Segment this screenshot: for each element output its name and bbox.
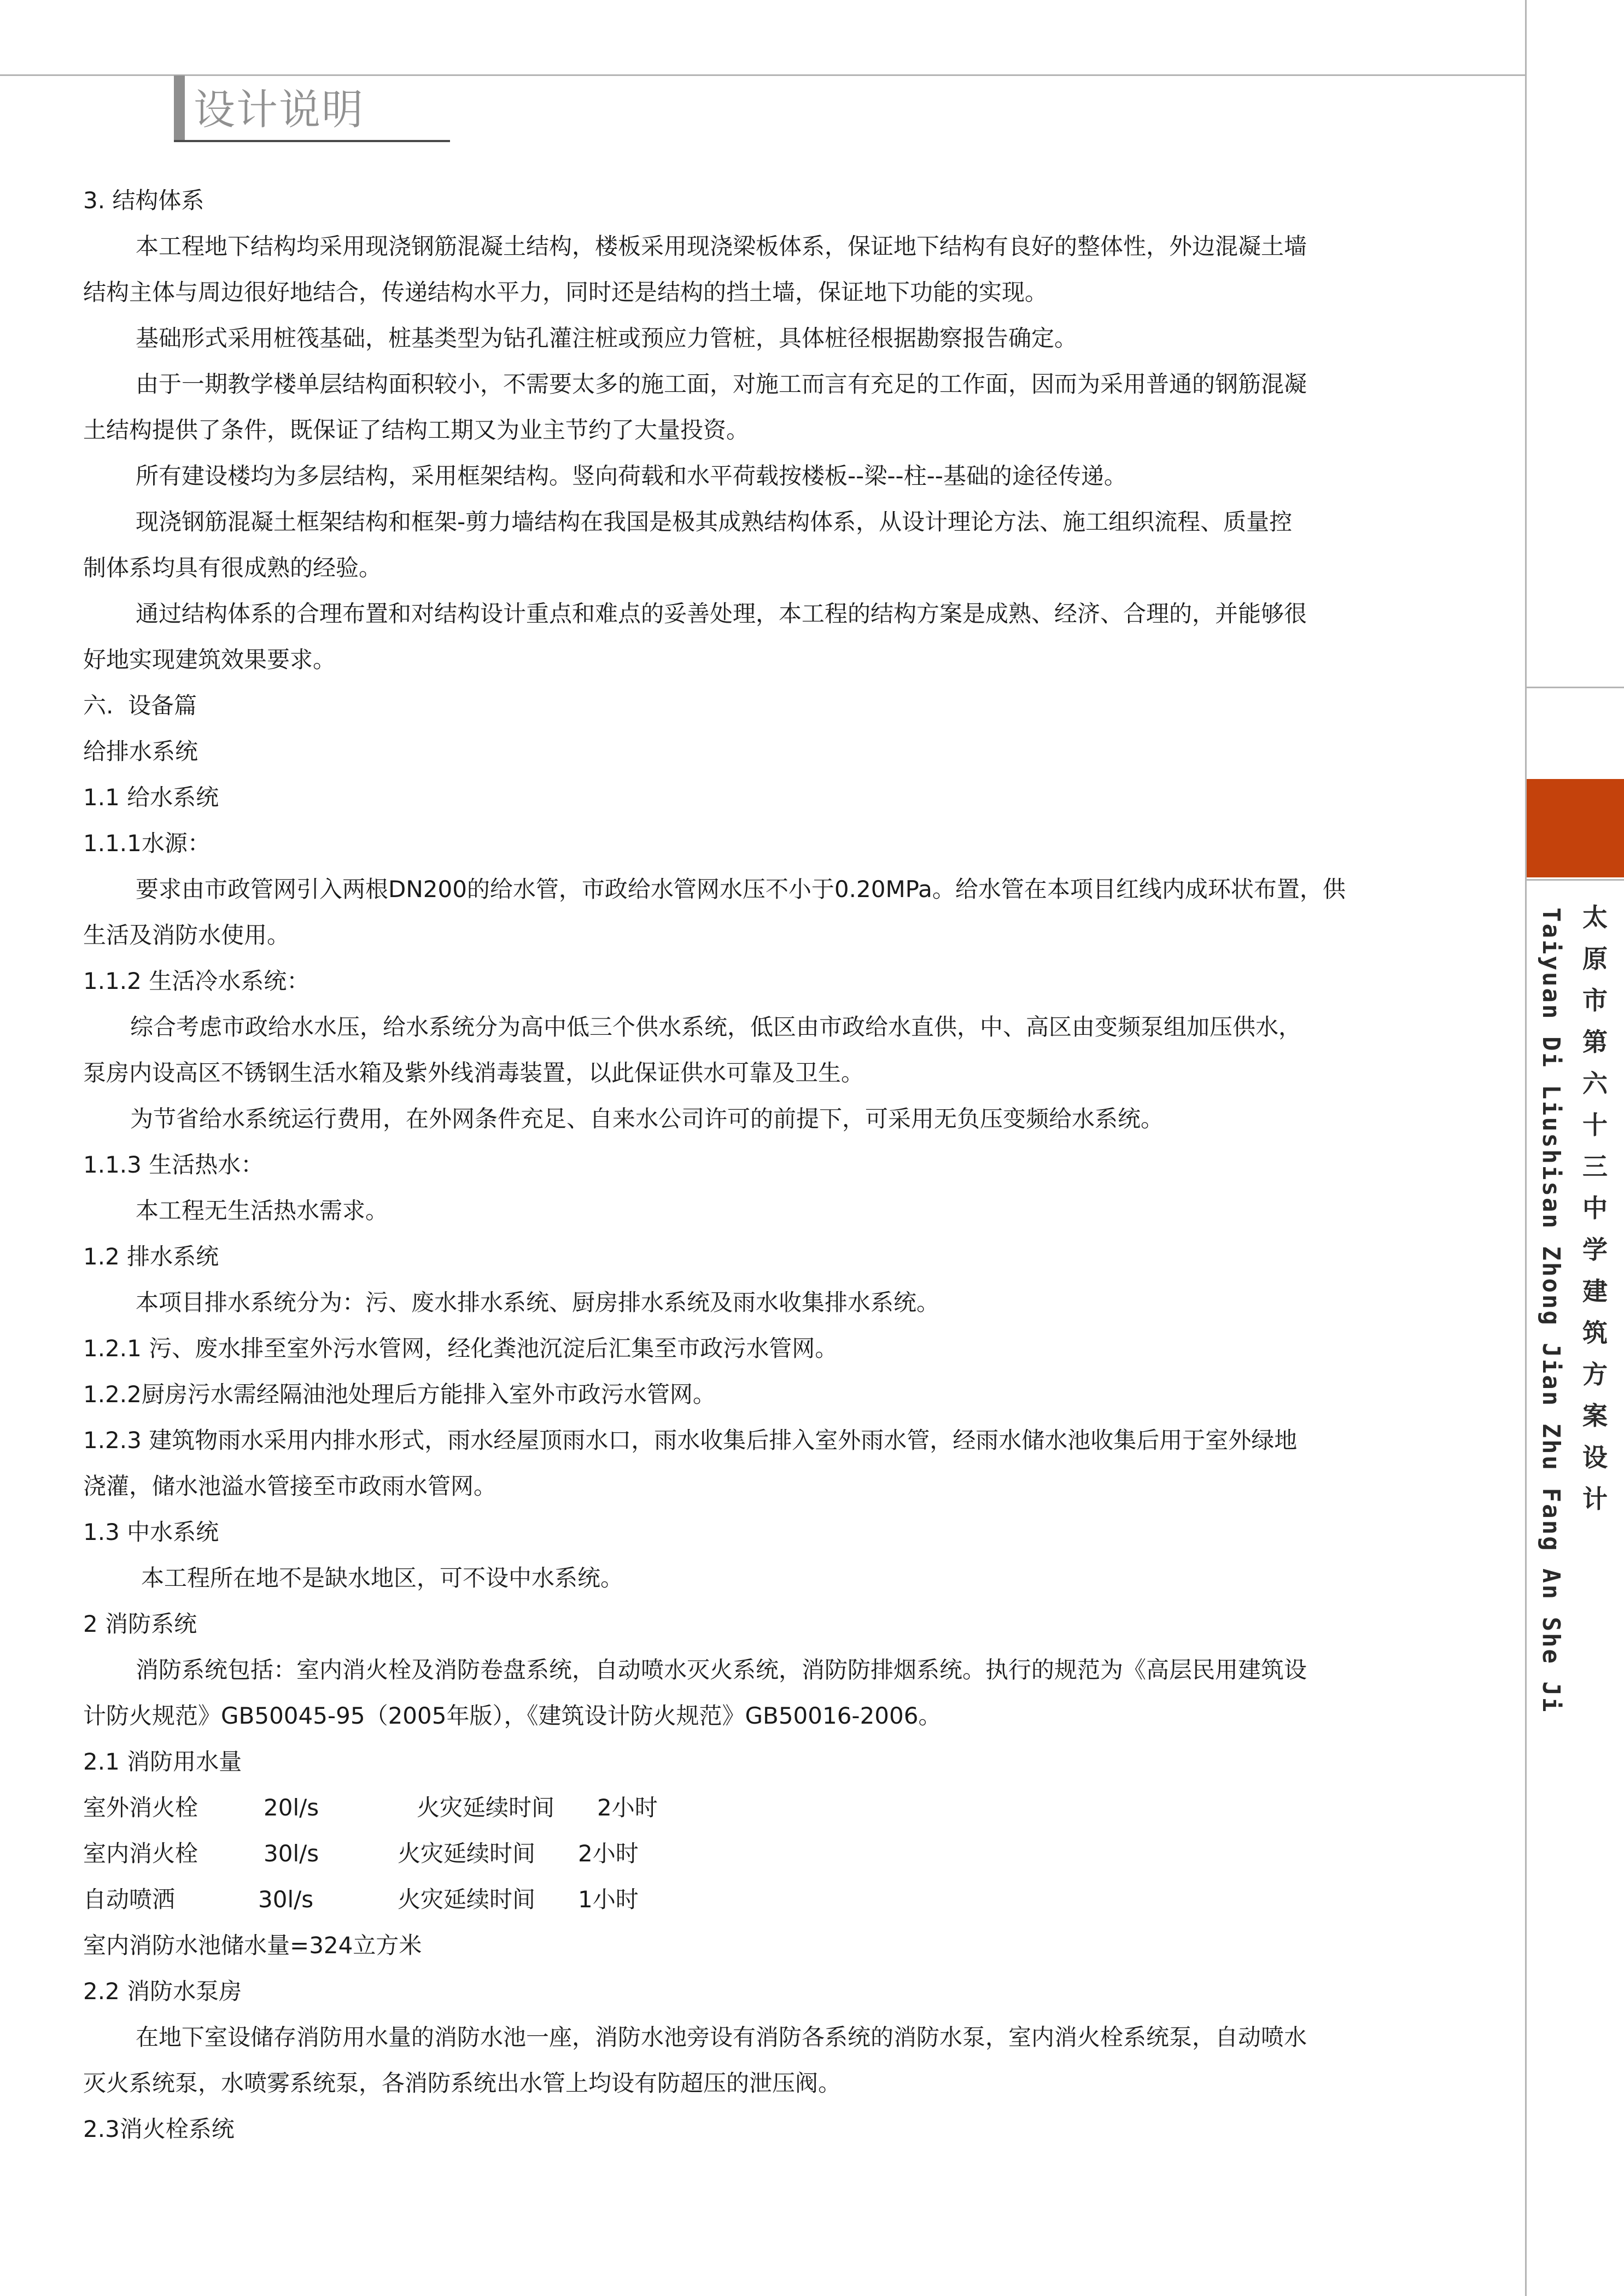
paragraph-line: 1.2.3 建筑物雨水采用内排水形式，雨水经屋顶雨水口，雨水收集后排入室外雨水管，经雨水储水池收集后用于室外绿地: [83, 1427, 1298, 1454]
sidebar-char: 太: [1582, 903, 1608, 932]
paragraph-line: 1.2.2厨房污水需经隔油池处理后方能排入室外市政污水管网。: [83, 1381, 716, 1408]
fire-item-duration-label: 火灾延续时间: [398, 1840, 536, 1867]
sidebar-char: 市: [1582, 986, 1608, 1015]
sidebar-char: 第: [1582, 1027, 1608, 1057]
heading: 2.1 消防用水量: [83, 1748, 242, 1775]
heading: 3. 结构体系: [83, 187, 205, 214]
paragraph-line: 消防系统包括：室内消火栓及消防卷盘系统，自动喷水灭火系统，消防防排烟系统。执行的规范为《高层民用建筑设: [136, 1656, 1307, 1683]
paragraph-line: 由于一期教学楼单层结构面积较小，不需要太多的施工面，对施工而言有充足的工作面，因而为采用普通的钢筋混凝: [136, 371, 1307, 397]
paragraph-line: 浇灌，储水池溢水管接至市政雨水管网。: [83, 1473, 497, 1500]
sidebar-char: 学: [1582, 1235, 1608, 1264]
heading: 1.1 给水系统: [83, 784, 219, 811]
fire-item-name: 室内消火栓: [83, 1840, 198, 1867]
heading: 1.1.1水源：: [83, 830, 211, 857]
sidebar-accent-block: [1527, 779, 1624, 877]
fire-item-name: 自动喷洒: [83, 1886, 176, 1913]
paragraph-line: 本工程无生活热水需求。: [136, 1197, 389, 1224]
fire-item-duration: 2小时: [578, 1840, 639, 1867]
sidebar-char: 三: [1582, 1152, 1608, 1181]
paragraph-line: 生活及消防水使用。: [83, 922, 290, 948]
fire-water-row: [83, 1831, 1480, 1877]
heading: 1.3 中水系统: [83, 1519, 219, 1545]
sidebar-tick-line-lower: [1527, 879, 1624, 881]
paragraph-line: 为节省给水系统运行费用，在外网条件充足、自来水公司许可的前提下，可采用无负压变频给水系统。: [130, 1105, 1164, 1132]
sidebar-char: 六: [1582, 1069, 1608, 1098]
paragraph-line: 结构主体与周边很好地结合，传递结构水平力，同时还是结构的挡土墙，保证地下功能的实现。: [83, 279, 1048, 306]
sidebar-char: 案: [1582, 1401, 1608, 1431]
section-header: [174, 75, 450, 142]
heading: 2 消防系统: [83, 1610, 197, 1637]
header-bar: [174, 75, 185, 140]
paragraph-line: 在地下室设储存消防用水量的消防水池一座，消防水池旁设有消防各系统的消防水泵，室内消火栓系统泵，自动喷水: [136, 2024, 1307, 2051]
heading: 六. 设备篇: [83, 692, 197, 719]
paragraph-line: 要求由市政管网引入两根DN200的给水管，市政给水管网水压不小于0.20MPa。给水管在本项目红线内成环状布置，供: [136, 876, 1346, 903]
paragraph-line: 本工程地下结构均采用现浇钢筋混凝土结构，楼板采用现浇梁板体系，保证地下结构有良好的整体性，外边混凝土墙: [136, 233, 1307, 260]
heading: 2.3消火栓系统: [83, 2116, 235, 2142]
paragraph-line: 所有建设楼均为多层结构，采用框架结构。竖向荷载和水平荷载按楼板--梁--柱--基础的途径传递。: [136, 462, 1127, 489]
paragraph-line: 现浇钢筋混凝土框架结构和框架-剪力墙结构在我国是极其成熟结构体系，从设计理论方法、施工组织流程、质量控: [136, 508, 1293, 535]
paragraph-line: 计防火规范》GB50045-95（2005年版），《建筑设计防火规范》GB50016-2006。: [83, 1702, 942, 1729]
paragraph-line: 通过结构体系的合理布置和对结构设计重点和难点的妥善处理，本工程的结构方案是成熟、经济、合理的，并能够很: [136, 600, 1307, 627]
heading: 1.2 排水系统: [83, 1243, 219, 1270]
paragraph-line: 泵房内设高区不锈钢生活水箱及紫外线消毒装置，以此保证供水可靠及卫生。: [83, 1059, 864, 1086]
paragraph-line: 基础形式采用桩筏基础，桩基类型为钻孔灌注桩或预应力管桩，具体桩径根据勘察报告确定。: [136, 325, 1078, 352]
paragraph-line: 灭火系统泵，水喷雾系统泵，各消防系统出水管上均设有防超压的泄压阀。: [83, 2070, 842, 2096]
sidebar-title-en: Taiyuan Di Liushisan Zhong Jian Zhu Fang An She Ji: [1537, 907, 1565, 1714]
sidebar-tick-line: [1527, 687, 1624, 688]
sidebar-char: 十: [1582, 1110, 1608, 1140]
fire-item-duration-label: 火灾延续时间: [417, 1794, 555, 1821]
paragraph-line: 综合考虑市政给水水压，给水系统分为高中低三个供水系统，低区由市政给水直供，中、高区由变频泵组加压供水，: [130, 1014, 1302, 1040]
paragraph-line: 土结构提供了条件，既保证了结构工期又为业主节约了大量投资。: [83, 417, 750, 443]
document-body: [83, 178, 1480, 2152]
fire-item-duration-label: 火灾延续时间: [398, 1886, 536, 1913]
paragraph-line: 1.2.1 污、废水排至室外污水管网，经化粪池沉淀后汇集至市政污水管网。: [83, 1335, 838, 1362]
fire-item-duration: 2小时: [597, 1794, 658, 1821]
sidebar-char: 方: [1582, 1360, 1608, 1389]
paragraph-line: 本工程所在地不是缺水地区，可不设中水系统。: [141, 1565, 624, 1591]
sidebar-char: 建: [1582, 1276, 1608, 1306]
sidebar-char: 中: [1582, 1193, 1608, 1223]
fire-item-flow: 30l/s: [264, 1840, 319, 1867]
paragraph-line: 制体系均具有很成熟的经验。: [83, 554, 382, 581]
fire-water-row: [83, 1785, 1480, 1831]
paragraph-line: 好地实现建筑效果要求。: [83, 646, 336, 673]
heading: 2.2 消防水泵房: [83, 1978, 242, 2005]
fire-item-duration: 1小时: [578, 1886, 639, 1913]
sidebar-char: 设: [1582, 1443, 1608, 1472]
fire-item-name: 室外消火栓: [83, 1794, 198, 1821]
sidebar-char: 筑: [1582, 1318, 1608, 1348]
heading: 给排水系统: [83, 738, 198, 765]
paragraph-line: 室内消防水池储水量=324立方米: [83, 1932, 422, 1959]
heading: 1.1.3 生活热水：: [83, 1151, 264, 1178]
sidebar-char: 计: [1582, 1484, 1608, 1514]
fire-item-flow: 30l/s: [258, 1886, 314, 1913]
sidebar-divider: [1525, 0, 1527, 2296]
fire-water-row: [83, 1877, 1480, 1923]
paragraph-line: 本项目排水系统分为：污、废水排水系统、厨房排水系统及雨水收集排水系统。: [136, 1289, 940, 1316]
sidebar-char: 原: [1582, 944, 1608, 974]
heading: 1.1.2 生活冷水系统：: [83, 968, 310, 994]
section-title: 设计说明: [194, 85, 364, 134]
fire-item-flow: 20l/s: [264, 1794, 319, 1821]
sidebar-title-cn: [1573, 897, 1617, 1520]
header-underline: [174, 140, 450, 142]
